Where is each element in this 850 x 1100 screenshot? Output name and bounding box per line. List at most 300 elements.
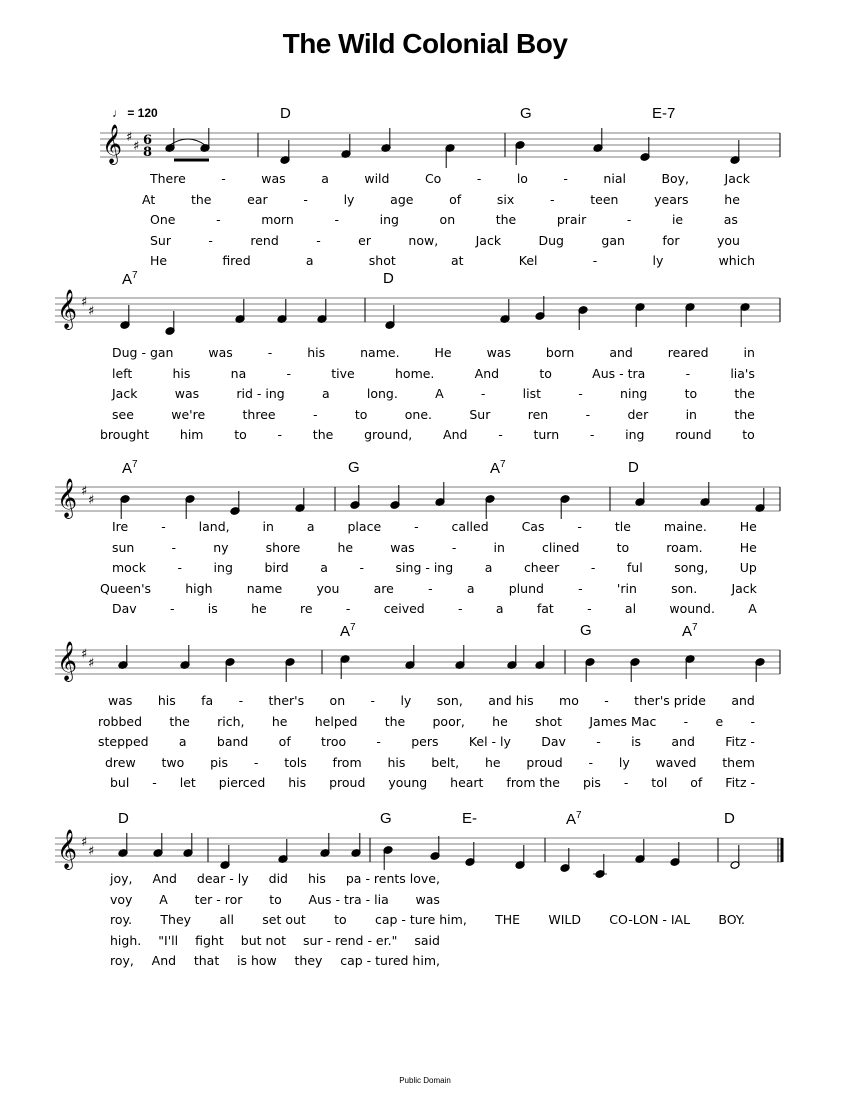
lyric-syllable: we're	[171, 406, 206, 422]
lyric-syllable: band	[216, 734, 249, 750]
chord-symbol: D	[280, 105, 291, 122]
syllable-hyphen: -	[577, 519, 582, 534]
syllable-hyphen: -	[277, 427, 283, 443]
lyric-syllable: six	[496, 191, 515, 207]
syllable-hyphen: -	[685, 365, 691, 381]
lyric-syllable: in	[743, 345, 755, 360]
lyric-syllable: A	[435, 386, 444, 402]
lyric-syllable: said	[414, 932, 440, 948]
syllable-hyphen: -	[414, 519, 419, 534]
syllable-hyphen: -	[590, 560, 596, 576]
syllable-hyphen: -	[498, 427, 503, 443]
lyric-syllable: pers	[411, 734, 439, 750]
lyric-syllable: was	[108, 693, 133, 708]
lyric-syllable: is	[207, 601, 218, 617]
lyric-syllable: Dug - gan	[112, 345, 174, 360]
syllable-hyphen: -	[592, 253, 598, 269]
lyric-syllable: morn	[261, 212, 294, 228]
syllable-hyphen: -	[585, 406, 591, 422]
lyric-syllable: stepped	[98, 734, 149, 750]
lyric-syllable: of	[690, 775, 703, 791]
chord-symbol: D	[724, 810, 735, 827]
lyric-syllable: to	[539, 365, 552, 381]
lyric-syllable: Boy,	[661, 171, 690, 186]
chord-root: A	[490, 460, 501, 477]
syllable-hyphen: -	[345, 601, 351, 617]
lyric-syllable: a	[495, 601, 504, 617]
syllable-hyphen: -	[578, 386, 583, 402]
lyric-syllable: left	[112, 365, 133, 381]
lyric-syllable: he	[724, 191, 740, 207]
lyric-syllable: and	[609, 345, 633, 360]
lyric-syllable: prair	[556, 212, 587, 228]
lyric-syllable: dear - ly	[196, 871, 249, 886]
syllable-hyphen: -	[588, 754, 594, 770]
syllable-hyphen: -	[589, 427, 595, 443]
lyric-syllable: long.	[366, 386, 398, 402]
lyric-syllable: them	[722, 754, 755, 770]
sharp-icon: ♯	[133, 139, 140, 154]
chord-symbol	[340, 622, 356, 640]
lyric-syllable: did	[268, 871, 288, 886]
lyric-syllable: and his	[488, 693, 534, 708]
lyric-syllable: to	[269, 891, 282, 907]
lyric-syllable: voy	[110, 891, 133, 907]
lyric-line-verse-1	[110, 870, 440, 888]
lyric-line-verse-1	[112, 344, 755, 362]
lyric-syllable: at	[451, 253, 464, 269]
lyric-syllable: Up	[739, 560, 757, 576]
syllable-hyphen: -	[550, 191, 555, 207]
lyric-syllable: the	[312, 427, 334, 443]
syllable-hyphen: -	[451, 539, 457, 555]
treble-clef-icon: 𝄞	[102, 124, 123, 164]
lyric-syllable: Sur	[469, 406, 491, 422]
lyric-syllable: to	[684, 386, 698, 402]
lyric-syllable: set out	[262, 912, 306, 928]
lyric-syllable: his	[157, 693, 176, 708]
lyric-syllable: bul	[110, 775, 130, 791]
lyric-syllable: and	[731, 693, 755, 708]
lyric-line-verse-5	[110, 774, 755, 792]
lyric-syllable: He	[434, 345, 452, 360]
lyric-syllable: gan	[601, 232, 625, 248]
lyric-syllable: A	[748, 601, 757, 617]
lyric-line-verse-4	[100, 580, 757, 598]
lyric-syllable: you	[316, 580, 340, 596]
lyric-syllable: shore	[265, 539, 301, 555]
lyric-syllable: ing	[379, 212, 399, 228]
lyric-syllable: see	[112, 406, 134, 422]
lyric-syllable: And	[474, 365, 500, 381]
sharp-icon: ♯	[88, 493, 95, 508]
lyric-syllable: the	[734, 406, 755, 422]
lyric-syllable: al	[624, 601, 637, 617]
lyric-syllable: He	[739, 539, 757, 555]
lyric-syllable: ning	[620, 386, 648, 402]
lyric-syllable: fat	[536, 601, 554, 617]
lyric-syllable: three	[242, 406, 276, 422]
lyric-syllable: helped	[314, 713, 358, 729]
lyric-syllable: ter - ror	[194, 891, 243, 907]
lyric-syllable: Kel - ly	[468, 734, 511, 750]
time-signature-bottom: 8	[143, 145, 153, 160]
lyric-syllable: to	[234, 427, 247, 443]
lyric-syllable: teen	[590, 191, 619, 207]
lyric-syllable: the	[495, 212, 517, 228]
lyric-syllable: his	[172, 365, 191, 381]
chord-extension: 7	[350, 622, 356, 633]
lyric-syllable: turn	[533, 427, 560, 443]
syllable-hyphen: -	[152, 775, 157, 791]
lyric-syllable: was	[261, 171, 286, 186]
lyric-line-verse-2	[112, 539, 757, 557]
syllable-hyphen: -	[208, 232, 213, 248]
lyric-syllable: 'rin	[616, 580, 637, 596]
sharp-icon: ♯	[81, 295, 88, 310]
chord-root: A	[122, 460, 133, 477]
lyric-syllable: Jack	[475, 232, 502, 248]
lyric-syllable: drew	[105, 754, 136, 770]
lyric-syllable: was	[415, 891, 440, 907]
lyric-syllable: ceived	[383, 601, 425, 617]
lyric-syllable: the	[190, 191, 212, 207]
lyric-syllable: ie	[671, 212, 684, 228]
lyric-syllable: reared	[667, 345, 709, 360]
lyric-syllable: e	[715, 713, 724, 729]
lyric-syllable: Kel	[518, 253, 538, 269]
lyric-syllable: Co	[424, 171, 442, 186]
lyric-syllable: CO-LON - IAL	[609, 912, 691, 928]
lyric-syllable: Aus - tra - lia	[308, 891, 389, 907]
lyric-line-verse-3	[112, 385, 755, 403]
syllable-hyphen: -	[376, 734, 381, 750]
lyric-syllable: a	[305, 253, 314, 269]
lyric-syllable: a	[321, 386, 330, 402]
chord-symbol: G	[348, 459, 360, 476]
lyric-syllable: sur - rend - er."	[303, 932, 398, 948]
lyric-syllable: wild	[364, 171, 390, 186]
lyric-syllable: roy,	[110, 953, 134, 969]
lyric-syllable: proud	[329, 775, 366, 791]
lyric-syllable: tol	[651, 775, 668, 791]
chord-symbol	[682, 622, 698, 640]
lyric-syllable: lo	[516, 171, 528, 186]
chord-symbol: E-7	[652, 105, 676, 122]
lyric-syllable: all	[219, 912, 234, 928]
lyric-syllable: on	[439, 212, 456, 228]
chord-symbol: D	[628, 459, 639, 476]
lyric-syllable: he	[337, 539, 354, 555]
lyric-syllable: bird	[264, 560, 289, 576]
treble-clef-icon: 𝄞	[57, 829, 78, 869]
chord-extension: 7	[576, 810, 582, 821]
lyric-syllable: his	[288, 775, 307, 791]
lyric-syllable: nial	[603, 171, 626, 186]
chord-symbol: G	[580, 622, 592, 639]
chord-root: A	[122, 271, 133, 288]
lyric-syllable: shot	[535, 713, 563, 729]
lyric-syllable: from	[332, 754, 362, 770]
lyric-syllable: list	[522, 386, 542, 402]
lyric-syllable: his	[307, 871, 326, 886]
sharp-icon: ♯	[81, 647, 88, 662]
lyric-syllable: was	[174, 386, 200, 402]
lyric-syllable: tle	[614, 519, 631, 534]
syllable-hyphen: -	[596, 734, 601, 750]
chord-extension: 7	[132, 459, 138, 470]
lyric-syllable: mock	[112, 560, 146, 576]
lyric-syllable: roy.	[110, 912, 133, 928]
lyric-syllable: joy,	[110, 871, 133, 886]
chord-symbol	[490, 459, 506, 477]
lyric-syllable: of	[449, 191, 462, 207]
lyric-line-verse-3	[110, 911, 745, 929]
lyric-syllable: ear	[247, 191, 268, 207]
chord-symbol: G	[520, 105, 532, 122]
syllable-hyphen: -	[286, 365, 292, 381]
copyright-footer: Public Domain	[399, 1076, 451, 1085]
lyric-syllable: tols	[284, 754, 307, 770]
lyric-syllable: to	[354, 406, 368, 422]
chord-symbol	[122, 270, 138, 288]
lyric-syllable: song,	[674, 560, 709, 576]
lyric-syllable: he	[251, 601, 267, 617]
chord-symbol: G	[380, 810, 392, 827]
lyric-syllable: cap - tured him,	[340, 953, 440, 969]
lyric-syllable: a	[466, 580, 475, 596]
lyric-syllable: Jack	[112, 386, 138, 402]
lyric-syllable: as	[723, 212, 738, 228]
syllable-hyphen: -	[623, 775, 629, 791]
lyric-syllable: high	[185, 580, 213, 596]
lyric-syllable: pa - rents love,	[345, 871, 440, 886]
song-title: The Wild Colonial Boy	[282, 28, 568, 59]
lyric-syllable: ther's	[268, 693, 305, 708]
chord-root: A	[340, 623, 351, 640]
lyric-syllable: to	[742, 427, 755, 443]
lyric-syllable: He	[150, 253, 168, 269]
lyric-syllable: waved	[655, 754, 697, 770]
treble-clef-icon: 𝄞	[57, 478, 78, 518]
treble-clef-icon: 𝄞	[57, 641, 78, 681]
lyric-syllable: maine.	[663, 519, 707, 534]
lyric-line-verse-4	[105, 754, 755, 772]
lyric-syllable: you	[716, 232, 740, 248]
lyric-syllable: age	[390, 191, 414, 207]
lyric-syllable: ly	[400, 693, 412, 708]
lyric-syllable: er	[358, 232, 371, 248]
lyric-syllable: ing	[213, 560, 233, 576]
syllable-hyphen: -	[428, 580, 433, 596]
tempo-marking: ♩ = 120	[112, 106, 158, 120]
lyric-syllable: sun	[112, 539, 135, 555]
lyric-syllable: a	[484, 560, 493, 576]
chord-root: A	[566, 811, 577, 828]
lyric-syllable: tive	[331, 365, 355, 381]
time-signature-top: 6	[143, 133, 153, 148]
lyric-syllable: ther's pride	[634, 693, 706, 708]
lyric-syllable: a	[320, 560, 328, 576]
lyric-syllable: pis	[210, 754, 229, 770]
chord-symbol	[122, 459, 138, 477]
lyric-line-verse-5	[112, 600, 757, 618]
lyric-line-verse-1	[112, 518, 757, 536]
sharp-icon: ♯	[88, 844, 95, 859]
lyric-syllable: son.	[671, 580, 698, 596]
lyric-line-verse-3	[98, 733, 755, 751]
lyric-syllable: round	[675, 427, 712, 443]
lyric-syllable: And	[152, 871, 177, 886]
lyric-syllable: rend	[250, 232, 279, 248]
syllable-hyphen: -	[458, 601, 463, 617]
lyric-syllable: ground,	[364, 427, 413, 443]
lyric-syllable: na	[230, 365, 247, 381]
lyric-syllable: to	[616, 539, 630, 555]
syllable-hyphen: -	[267, 345, 273, 360]
sharp-icon: ♯	[81, 484, 88, 499]
lyric-syllable: lia's	[730, 365, 755, 381]
lyric-syllable: James Mac	[589, 713, 657, 729]
chord-symbol: E-	[462, 810, 477, 827]
lyric-syllable: is	[631, 734, 642, 750]
lyric-line-verse-1	[150, 170, 750, 188]
lyric-syllable: troo	[321, 734, 347, 750]
lyric-syllable: cap - ture him,	[374, 912, 467, 928]
chord-symbol: D	[118, 810, 129, 827]
chord-root: A	[682, 623, 693, 640]
lyric-syllable: high.	[110, 932, 142, 948]
lyric-syllable: cheer	[523, 560, 560, 576]
lyric-syllable: was	[208, 345, 233, 360]
lyric-syllable: sing - ing	[395, 560, 454, 576]
lyric-syllable: in	[685, 406, 697, 422]
lyric-syllable: on	[329, 693, 346, 708]
syllable-hyphen: -	[169, 601, 175, 617]
lyric-syllable: And	[151, 953, 177, 969]
lyric-syllable: Dav	[541, 734, 566, 750]
lyric-syllable: wound.	[669, 601, 715, 617]
lyric-syllable: "I'll	[158, 932, 179, 948]
lyric-syllable: rich,	[217, 713, 245, 729]
lyric-line-verse-4	[110, 932, 440, 950]
syllable-hyphen: -	[221, 171, 226, 186]
lyric-syllable: rid - ing	[236, 386, 285, 402]
lyric-syllable: brought	[100, 427, 150, 443]
lyric-line-verse-5	[100, 426, 755, 444]
lyric-syllable: of	[278, 734, 291, 750]
lyric-syllable: belt,	[431, 754, 460, 770]
lyric-syllable: Fitz -	[725, 775, 755, 791]
lyric-line-verse-2	[112, 365, 755, 383]
syllable-hyphen: -	[563, 171, 568, 186]
sharp-icon: ♯	[88, 304, 95, 319]
lyric-syllable: the	[734, 386, 755, 402]
syllable-hyphen: -	[480, 386, 486, 402]
lyric-syllable: A	[159, 891, 168, 907]
lyric-line-verse-5	[150, 252, 755, 270]
lyric-syllable: from the	[506, 775, 560, 791]
syllable-hyphen: -	[370, 693, 376, 708]
lyric-line-verse-3	[112, 559, 757, 577]
lyric-syllable: mo	[559, 693, 579, 708]
syllable-hyphen: -	[578, 580, 583, 596]
lyric-syllable: a	[321, 171, 329, 186]
lyric-syllable: are	[373, 580, 394, 596]
chord-symbol	[566, 810, 582, 828]
lyric-syllable: ly	[618, 754, 630, 770]
lyric-syllable: a	[306, 519, 315, 534]
lyric-syllable: in	[493, 539, 505, 555]
syllable-hyphen: -	[316, 232, 321, 248]
lyric-syllable: WILD	[548, 912, 581, 928]
lyric-syllable: young	[388, 775, 428, 791]
syllable-hyphen: -	[238, 693, 244, 708]
lyric-syllable: Fitz -	[725, 734, 755, 750]
lyric-syllable: two	[161, 754, 185, 770]
syllable-hyphen: -	[359, 560, 364, 576]
chord-extension: 7	[500, 459, 506, 470]
lyric-syllable: born	[545, 345, 575, 360]
syllable-hyphen: -	[216, 212, 221, 228]
lyric-syllable: At	[142, 191, 156, 207]
lyric-line-verse-5	[110, 952, 440, 970]
syllable-hyphen: -	[253, 754, 259, 770]
lyric-line-verse-4	[150, 232, 740, 250]
tie-arc	[170, 139, 205, 145]
lyric-syllable: they	[294, 953, 323, 969]
lyric-syllable: he	[484, 754, 501, 770]
lyric-syllable: They	[160, 912, 192, 928]
lyric-syllable: the	[169, 713, 190, 729]
lyric-syllable: him	[179, 427, 204, 443]
lyric-syllable: ren	[527, 406, 549, 422]
syllable-hyphen: -	[587, 601, 592, 617]
lyric-syllable: There	[150, 171, 186, 186]
lyric-syllable: ful	[626, 560, 643, 576]
lyric-syllable: his	[307, 345, 326, 360]
lyric-syllable: Dav	[112, 601, 137, 617]
lyric-syllable: robbed	[98, 713, 143, 729]
lyric-syllable: for	[662, 232, 680, 248]
lyric-syllable: roam.	[666, 539, 703, 555]
lyric-syllable: Dug	[538, 232, 564, 248]
lyric-syllable: he	[492, 713, 508, 729]
lyric-syllable: fight	[195, 932, 224, 948]
lyric-syllable: fired	[222, 253, 251, 269]
lyric-syllable: name	[246, 580, 283, 596]
lyric-syllable: in	[262, 519, 274, 534]
chord-extension: 7	[692, 622, 698, 633]
lyric-syllable: but not	[240, 932, 286, 948]
lyric-syllable: shot	[368, 253, 396, 269]
syllable-hyphen: -	[171, 539, 177, 555]
lyric-syllable: heart	[450, 775, 484, 791]
lyric-syllable: ny	[213, 539, 229, 555]
lyric-syllable: poor,	[432, 713, 465, 729]
lyric-syllable: Ire	[112, 519, 129, 534]
lyric-syllable: One	[150, 212, 176, 228]
lyric-syllable: place	[347, 519, 382, 534]
syllable-hyphen: -	[177, 560, 182, 576]
lyric-syllable: pis	[582, 775, 601, 791]
syllable-hyphen: -	[312, 406, 318, 422]
lyric-syllable: years	[654, 191, 689, 207]
lyric-syllable: to	[334, 912, 347, 928]
lyric-syllable: is how	[237, 953, 277, 969]
lyric-syllable: der	[627, 406, 649, 422]
syllable-hyphen: -	[683, 713, 689, 729]
